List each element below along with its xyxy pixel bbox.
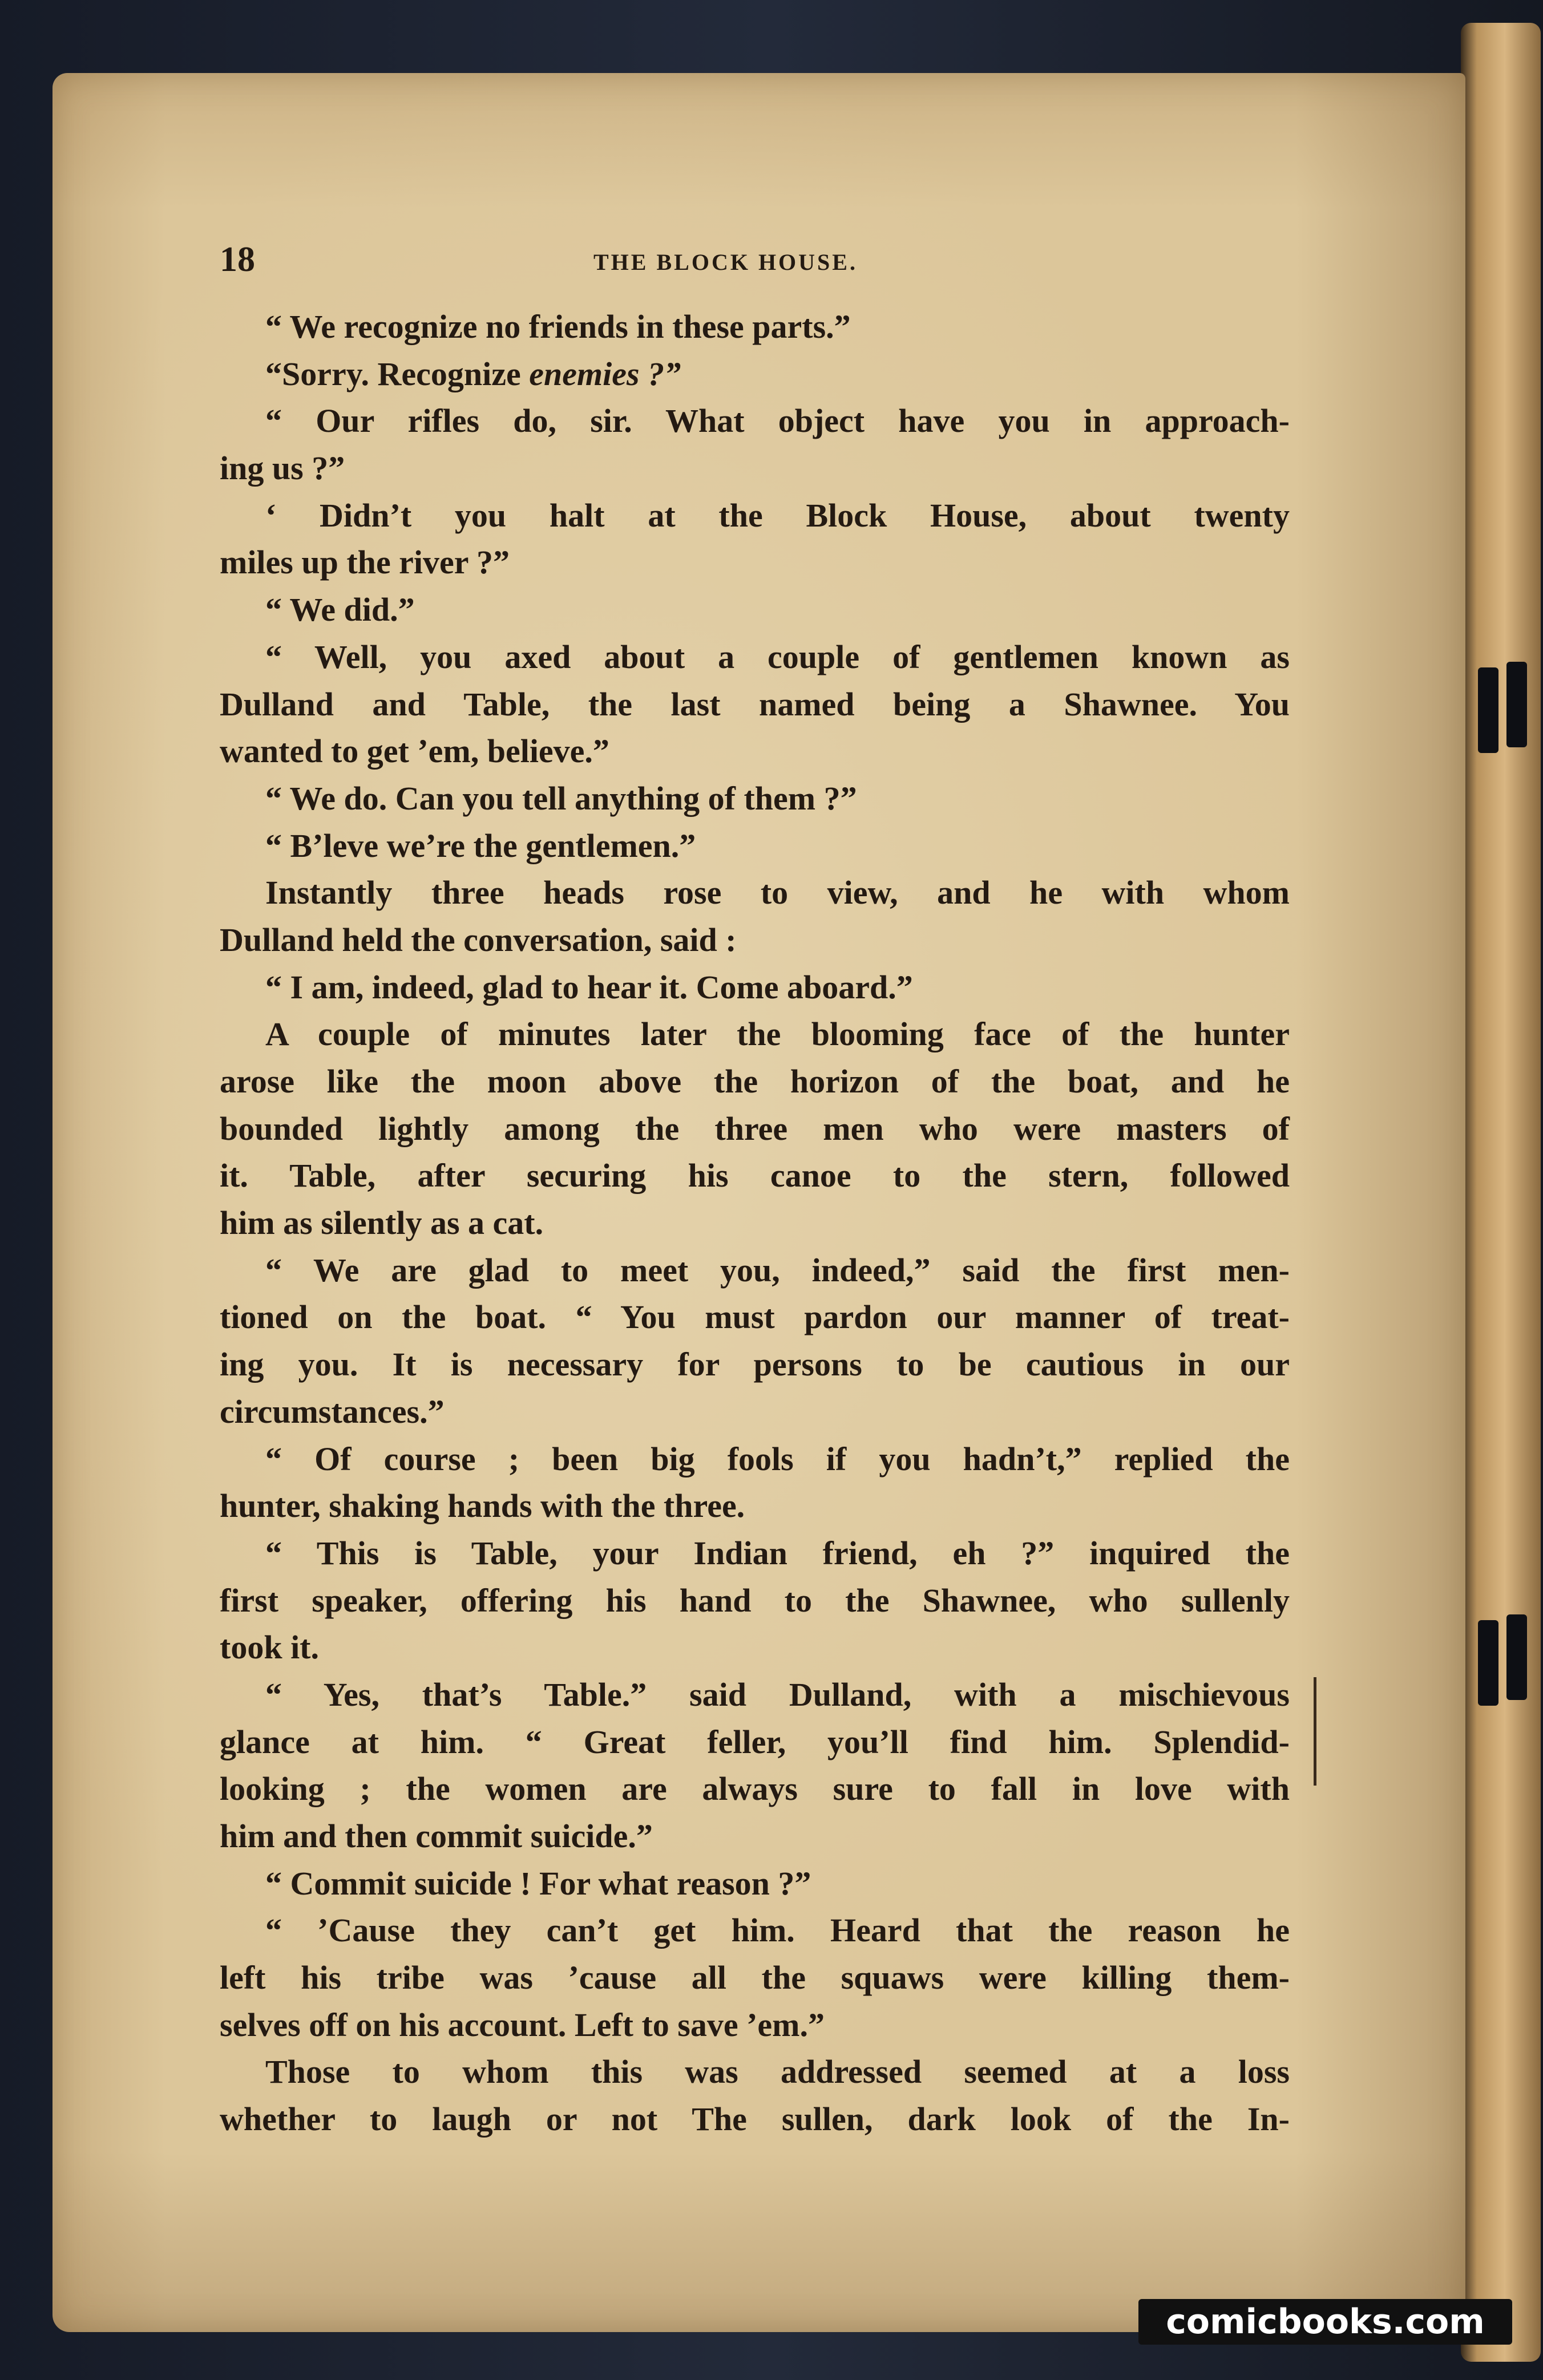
text-line: him as silently as a cat. — [220, 1204, 544, 1242]
text-line: bounded lightly among the three men who were masters of — [220, 1110, 1290, 1147]
text-line: whether to laugh or not The sullen, dark look of the In- — [220, 2100, 1290, 2138]
text-line — [220, 351, 1290, 398]
running-head: THE BLOCK HOUSE. — [593, 249, 858, 275]
text-line: hunter, shaking hands with the three. — [220, 1487, 745, 1525]
text-line: Dulland and Table, the last named being a Shawnee. You — [220, 685, 1290, 723]
text-line: circumstances.” — [220, 1393, 445, 1430]
text-line: arose like the moon above the horizon of the boat, and he — [220, 1063, 1290, 1100]
text-line: “ Commit suicide ! For what reason ?” — [265, 1864, 811, 1902]
binding-stitch — [1478, 667, 1498, 753]
text-line: Dulland held the conversation, said : — [220, 921, 737, 958]
emphasis-word: enemies ?” — [529, 355, 681, 392]
text-line: Instantly three heads rose to view, and he with whom — [265, 874, 1290, 912]
text-line-start: “Sorry. Recognize — [265, 355, 521, 392]
text-line: it. Table, after securing his canoe to the stern, followed — [220, 1157, 1290, 1195]
text-line: him and then commit suicide.” — [220, 1818, 653, 1855]
binding-stitch — [1478, 1620, 1498, 1706]
text-line: Those to whom this was addressed seemed at a loss — [265, 2053, 1290, 2091]
text-line: “ This is Table, your Indian friend, eh ?” inquired the — [265, 1534, 1290, 1572]
text-line: ‘ Didn’t you halt at the Block House, about twenty — [265, 496, 1290, 534]
text-line: “ Of course ; been big fools if you hadn’t,” replied the — [265, 1440, 1290, 1478]
text-line: “ Our rifles do, sir. What object have you in approach- — [265, 402, 1290, 440]
page-number: 18 — [220, 240, 255, 279]
text-line: wanted to get ’em, believe.” — [220, 732, 609, 770]
text-line: ing us ?” — [220, 450, 345, 487]
text-line: ing you. It is necessary for persons to be cautious in our — [220, 1346, 1290, 1383]
text-line: A couple of minutes later the blooming face of the hunter — [265, 1015, 1290, 1053]
text-line: selves off on his account. Left to save ’em.” — [220, 2006, 825, 2043]
page-header — [220, 240, 1304, 285]
text-line: “ We recognize no friends in these parts.” — [265, 308, 851, 345]
text-line: “ I am, indeed, glad to hear it. Come aboard.” — [265, 968, 913, 1006]
text-line: “ Yes, that’s Table.” said Dulland, with a mischievous — [265, 1675, 1290, 1713]
text-line: “ B’leve we’re the gentlemen.” — [265, 827, 696, 864]
margin-rule — [1314, 1677, 1316, 1786]
text-line: “ We did.” — [265, 591, 415, 629]
text-line: “ ’Cause they can’t get him. Heard that the reason he — [265, 1912, 1290, 1949]
text-line: miles up the river ?” — [220, 544, 510, 581]
book-spine — [1461, 23, 1541, 2362]
text-line: first speaker, offering his hand to the Shawnee, who sullenly — [220, 1581, 1290, 1619]
text-line: “ We are glad to meet you, indeed,” said the first men- — [265, 1251, 1290, 1289]
text-line: “ Well, you axed about a couple of gentlemen known as — [265, 638, 1290, 675]
text-line: “ We do. Can you tell anything of them ?” — [265, 779, 857, 817]
body-text — [220, 303, 1290, 2143]
watermark: comicbooks.com — [1138, 2299, 1512, 2345]
binding-stitch — [1506, 1614, 1527, 1700]
text-line: glance at him. “ Great feller, you’ll find him. Splendid- — [220, 1723, 1290, 1760]
text-line: left his tribe was ’cause all the squaws were killing them- — [220, 1959, 1290, 1997]
text-line: tioned on the boat. “ You must pardon our manner of treat- — [220, 1298, 1290, 1336]
text-line: took it. — [220, 1629, 319, 1666]
binding-stitch — [1506, 662, 1527, 747]
text-line: looking ; the women are always sure to fall in love with — [220, 1770, 1290, 1808]
